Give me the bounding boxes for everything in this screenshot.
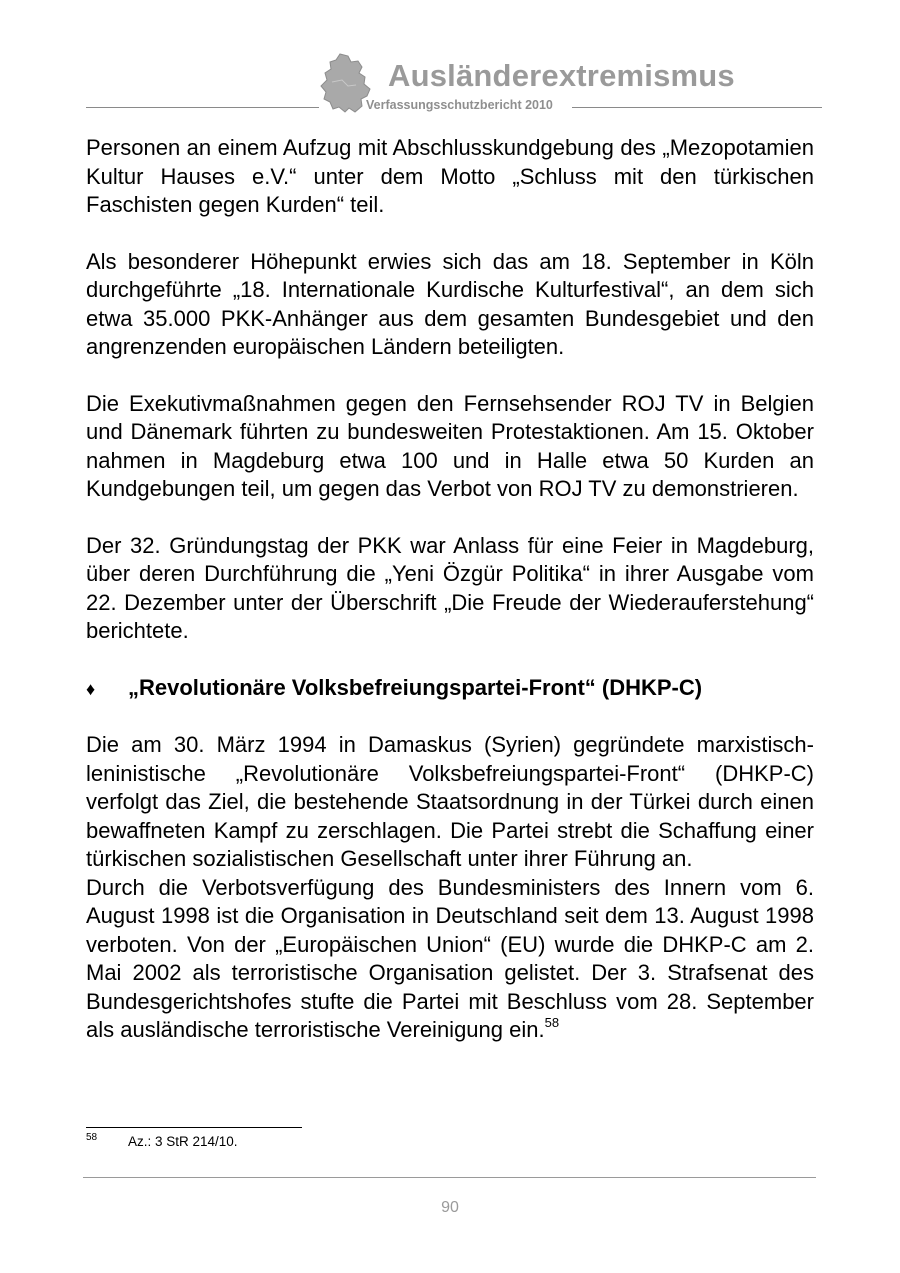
section-heading-text: „Revolutionäre Volksbefreiungspartei-Front“ (DHKP-C) [128, 674, 703, 700]
section-heading [86, 674, 814, 704]
paragraph: Personen an einem Aufzug mit Abschlusskundgebung des „Mezopotamien Kultur Hauses e.V.“ unter dem Motto „Schluss mit den türkischen Faschisten gegen Kurden“ teil. [86, 135, 814, 217]
page-number: 90 [441, 1199, 459, 1216]
section-paragraph-text: Durch die Verbotsverfügung des Bundesministers des Innern vom 6. August 1998 ist die Organisation in Deutschland seit dem 13. August 1998 verboten. Von der „Europäischen Union“ (EU) wurde die DHKP-C am 2. Mai 2002 als terroristische Organisation gelistet. Der 3. Strafsenat des Bundesgerichtshofes stufte die Partei mit Beschluss vom 28. September als ausländische terroristische Vereinigung ein. [86, 874, 814, 1042]
footnote-reference[interactable]: 58 [544, 1014, 560, 1030]
footnote-separator [86, 1127, 302, 1128]
footer-rule [83, 1177, 816, 1178]
page-body [86, 134, 814, 1045]
section-paragraph-with-footnote [86, 874, 814, 1045]
paragraph: Als besonderer Höhepunkt erwies sich das am 18. September in Köln durchgeführte „18. Internationale Kurdische Kulturfestival“, an dem sich etwa 35.000 PKK-Anhänger aus dem gesamten Bundesgebiet und den angrenzenden europäischen Ländern beteiligten. [86, 248, 814, 359]
header-title: Ausländerextremismus [388, 58, 735, 93]
page-header [0, 0, 900, 120]
paragraph: Der 32. Gründungstag der PKK war Anlass für eine Feier in Magdeburg, über deren Durchführung die „Yeni Özgür Politika“ in ihrer Ausgabe vom 22. Dezember unter der Überschrift „Die Freude der Wiederauferstehung“ berichtete. [86, 532, 814, 643]
section-paragraph: Die am 30. März 1994 in Damaskus (Syrien) gegründete marxistisch-leninistische „Revolutionäre Volksbefreiungspartei-Front“ (DHKP-C) verfolgt das Ziel, die bestehende Staatsordnung in der Türkei durch einen bewaffneten Kampf zu zerschlagen. Die Partei strebt die Schaffung einer türkischen sozialistischen Gesellschaft unter ihrer Führung an. [86, 732, 814, 871]
footnote-text: Az.: 3 StR 214/10. [128, 1134, 238, 1149]
paragraph: Die Exekutivmaßnahmen gegen den Fernsehsender ROJ TV in Belgien und Dänemark führten zu bundesweiten Protestaktionen. Am 15. Oktober nahmen in Magdeburg etwa 100 und in Halle etwa 50 Kurden an Kundgebungen teil, um gegen das Verbot von ROJ TV zu demonstrieren. [86, 390, 814, 501]
header-rule-left [86, 107, 319, 108]
header-subtitle: Verfassungsschutzbericht 2010 [366, 98, 553, 112]
footnote-number: 58 [86, 1132, 98, 1143]
diamond-bullet-icon: ♦ [86, 678, 96, 699]
header-rule-right [572, 107, 822, 108]
